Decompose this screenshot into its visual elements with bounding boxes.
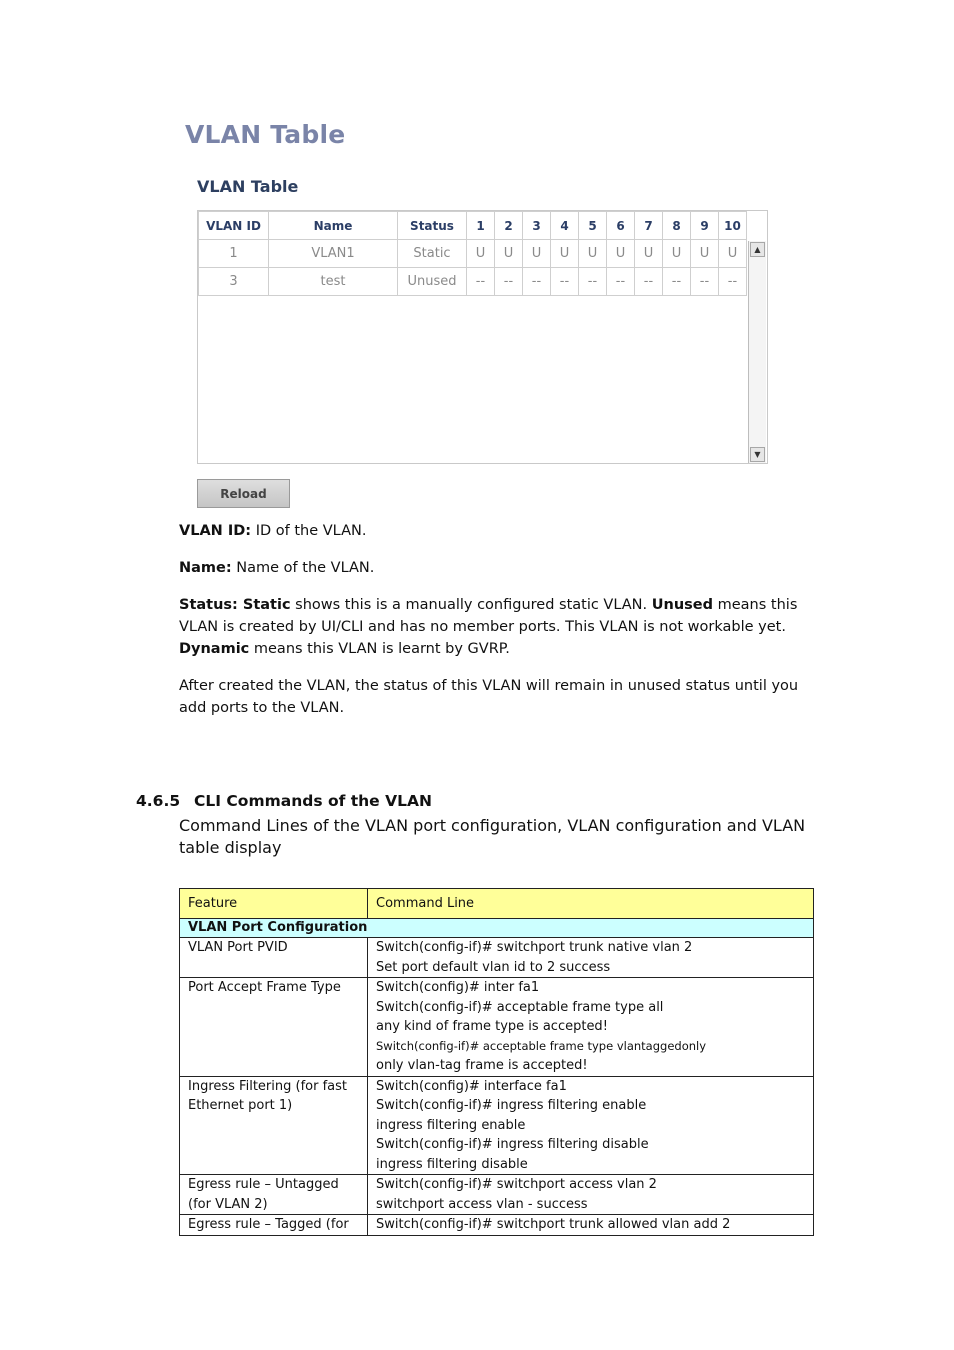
port-cell: -- [719,268,747,296]
col-header-status: Status [398,212,467,240]
command-line: Switch(config-if)# acceptable frame type all [376,999,664,1015]
port-cell: -- [663,268,691,296]
cli-command-table [179,888,814,1236]
port-cell: U [607,240,635,268]
cli-row-ingress-filtering [180,1076,814,1175]
section-intro: Command Lines of the VLAN port configuration, VLAN configuration and VLAN table display [179,816,806,857]
command-line: Switch(config)# inter fa1 [376,980,540,995]
section-heading [136,792,432,810]
port-cell: U [523,240,551,268]
vlan-table-frame [197,210,768,464]
command-cell [368,1076,814,1175]
vlan-table-title: VLAN Table [197,177,299,196]
dynamic-term: Dynamic [179,641,250,657]
status-definition-2: means this VLAN is created by UI/CLI and has no member ports. This VLAN is not workable yet. [179,597,798,635]
col-header-vlan-id: VLAN ID [199,212,269,240]
section-number: 4.6.5 [136,792,181,810]
port-cell: -- [579,268,607,296]
command-cell [368,1215,814,1236]
command-line: Switch(config-if)# switchport trunk native vlan 2 [376,940,693,955]
vlan-id-term: VLAN ID: [179,523,252,539]
name-definition: Name of the VLAN. [231,560,375,576]
col-header-port-2: 2 [495,212,523,240]
col-header-name: Name [269,212,398,240]
reload-button[interactable]: Reload [197,479,290,508]
command-cell [368,1175,814,1215]
scroll-down-icon[interactable]: ▼ [750,447,765,462]
port-cell: U [719,240,747,268]
port-cell: -- [523,268,551,296]
cli-table-header-row [180,889,814,919]
vlan-table [198,211,747,296]
cli-section-label: VLAN Port Configuration [180,919,814,938]
command-line: Switch(config-if)# ingress filtering disable [376,1137,649,1152]
name-term: Name: [179,560,232,576]
port-cell: -- [551,268,579,296]
vlan-row-3[interactable] [199,268,747,296]
port-cell: -- [467,268,495,296]
command-line: Switch(config-if)# switchport trunk allowed vlan add 2 [376,1217,731,1232]
col-header-port-10: 10 [719,212,747,240]
port-cell: -- [691,268,719,296]
col-header-port-8: 8 [663,212,691,240]
cli-row-port-pvid [180,938,814,978]
vlan-name-cell: test [269,268,398,296]
command-line: only vlan-tag frame is accepted! [376,1058,588,1073]
scroll-up-icon[interactable]: ▲ [750,242,765,257]
col-header-port-3: 3 [523,212,551,240]
port-cell: U [691,240,719,268]
cli-row-egress-tagged [180,1215,814,1236]
vlan-page-title: VLAN Table [185,120,346,149]
feature-cell: Port Accept Frame Type [180,978,368,1077]
command-line: any kind of frame type is accepted! [376,1019,608,1034]
command-line: Switch(config)# interface fa1 [376,1078,567,1094]
vlan-table-scrollbar[interactable] [748,241,766,463]
section-title: CLI Commands of the VLAN [194,792,432,810]
command-line: switchport access vlan - success [376,1196,588,1212]
col-header-port-9: 9 [691,212,719,240]
command-line: Switch(config-if)# switchport access vlan 2 [376,1177,657,1192]
port-cell: U [495,240,523,268]
col-header-port-1: 1 [467,212,495,240]
port-cell: U [579,240,607,268]
vlan-id-cell: 1 [199,240,269,268]
col-header-port-6: 6 [607,212,635,240]
col-header-port-5: 5 [579,212,607,240]
vlan-id-description [179,520,824,542]
command-line: Switch(config-if)# acceptable frame type vlantaggedonly [376,1038,707,1053]
status-description [179,594,824,660]
port-cell: U [663,240,691,268]
vlan-name-cell: VLAN1 [269,240,398,268]
status-definition-3: means this VLAN is learnt by GVRP. [249,641,510,657]
port-cell: U [467,240,495,268]
unused-term: Unused [651,597,714,613]
col-header-port-7: 7 [635,212,663,240]
vlan-row-1[interactable] [199,240,747,268]
feature-cell: Egress rule – Untagged (for VLAN 2) [180,1175,368,1215]
feature-column-header: Feature [180,889,368,919]
vlan-status-cell: Unused [398,268,467,296]
vlan-id-cell: 3 [199,268,269,296]
feature-cell: Ingress Filtering (for fast Ethernet port 1) [180,1076,368,1175]
cli-row-egress-untagged [180,1175,814,1215]
command-line: ingress filtering enable [376,1117,526,1133]
port-cell: U [551,240,579,268]
cli-row-accept-frame-type [180,978,814,1077]
vlan-id-definition: ID of the VLAN. [251,523,367,539]
name-description [179,557,824,579]
vlan-table-header-row [199,212,747,240]
port-cell: -- [495,268,523,296]
status-definition-1: shows this is a manually configured static VLAN. [290,597,652,613]
command-cell [368,978,814,1077]
feature-cell: Egress rule – Tagged (for [180,1215,368,1236]
port-cell: -- [607,268,635,296]
col-header-port-4: 4 [551,212,579,240]
command-line: ingress filtering disable [376,1156,528,1172]
command-column-header: Command Line [368,889,814,919]
status-term: Status: Static [179,597,291,613]
command-cell [368,938,814,978]
cli-section-row [180,919,814,938]
command-line: Switch(config-if)# ingress filtering enable [376,1098,647,1113]
command-line: Set port default vlan id to 2 success [376,959,611,975]
port-cell: U [635,240,663,268]
after-created-note: After created the VLAN, the status of this VLAN will remain in unused status until you add ports to the VLAN. [179,678,799,716]
port-cell: -- [635,268,663,296]
vlan-status-cell: Static [398,240,467,268]
feature-cell: VLAN Port PVID [180,938,368,978]
